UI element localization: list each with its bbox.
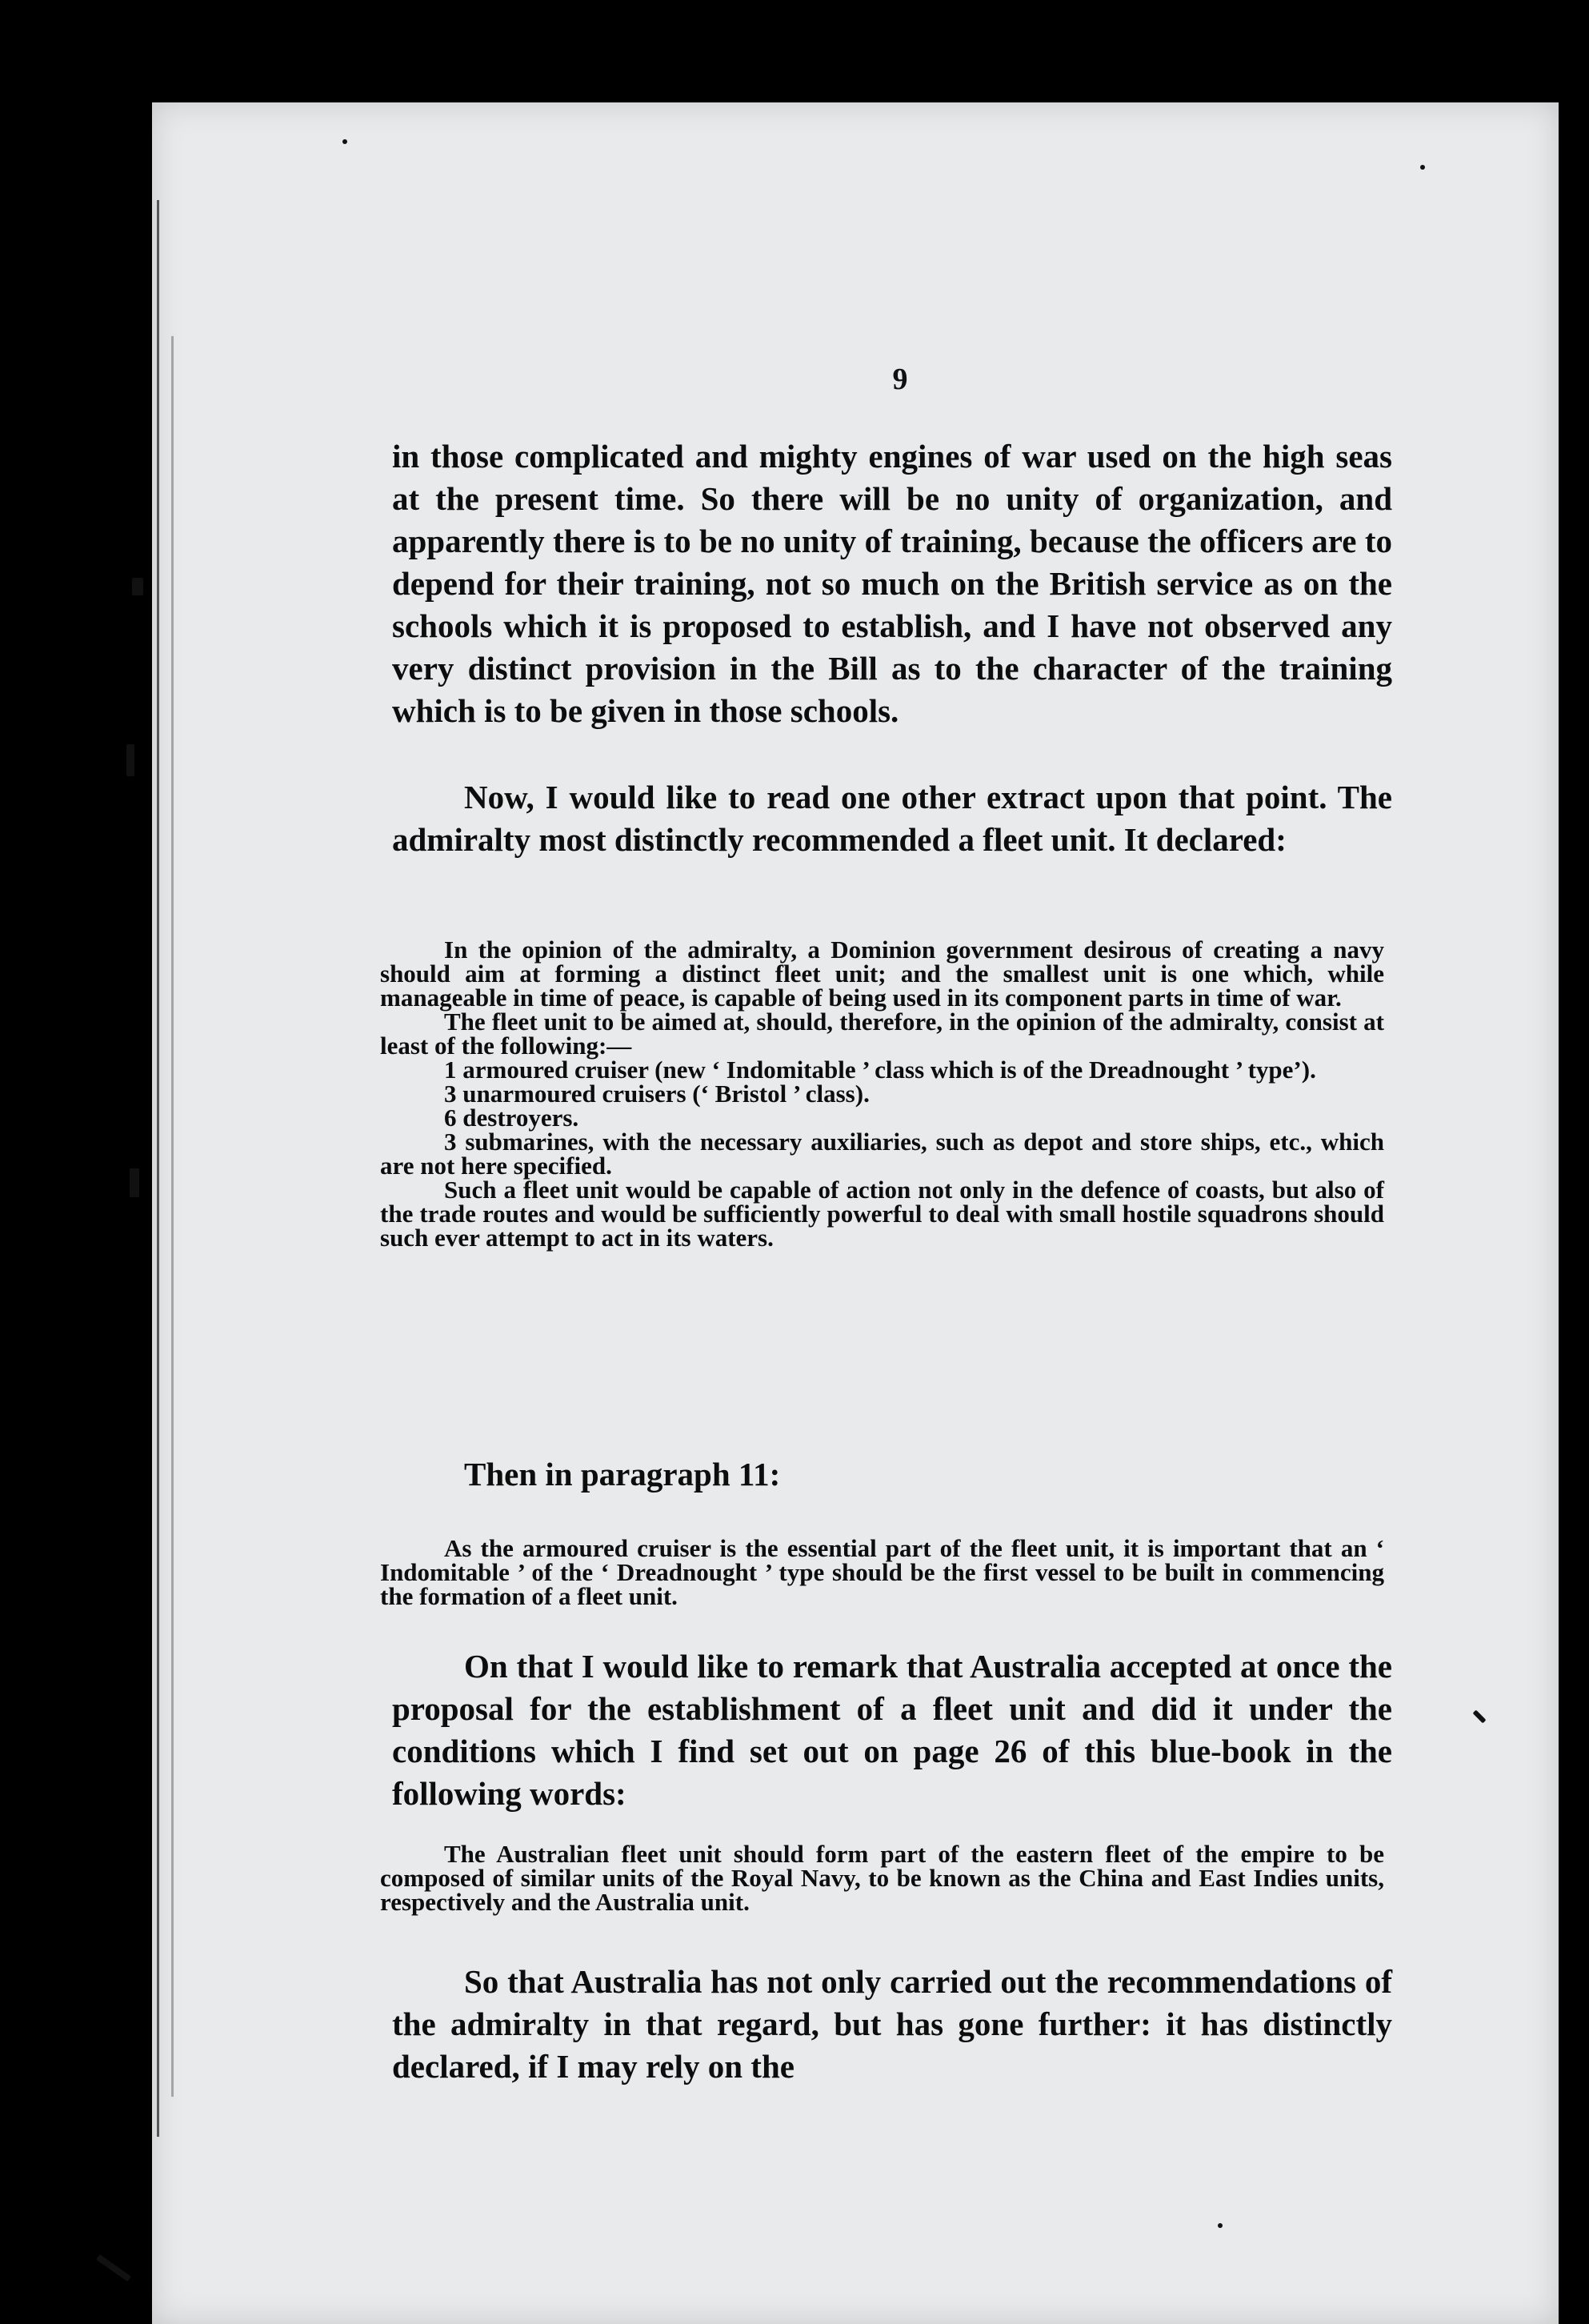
paragraph-text: Now, I would like to read one other extract upon that point. The admiralty most distinctly recommended a fleet unit. It declared: — [392, 779, 1392, 858]
body-paragraph — [392, 776, 1392, 861]
body-paragraph — [392, 435, 1392, 732]
body-paragraph — [392, 1645, 1392, 1815]
quote-paragraph: Such a fleet unit would be capable of action not only in the defence of coasts, but also of the trade routes and would be sufficiently powerful to deal with small hostile squadrons should such ever attempt to act in its waters. — [380, 1176, 1384, 1252]
quote-paragraph: 3 submarines, with the necessary auxiliaries, such as depot and store ships, etc., which are not here specified. — [380, 1128, 1384, 1180]
binding-edge-line — [171, 336, 174, 2097]
binding-edge-line — [157, 200, 159, 2137]
page-number: 9 — [892, 363, 908, 396]
block-quote — [380, 1842, 1384, 1914]
speck — [1218, 2223, 1223, 2228]
paragraph-text: in those complicated and mighty engines of war used on the high seas at the present time. So there will be no unity of organization, and apparently there is to be no unity of training, because the officers are to depend for their training, not so much on the British service as on the schools which it is proposed to establish, and I have not observed any very distinct provision in the Bill as to the character of the training which is to be given in those schools. — [392, 438, 1392, 729]
quote-paragraph: 3 unarmoured cruisers (‘ Bristol ’ class). — [444, 1080, 870, 1108]
binding-mark — [96, 2254, 131, 2282]
binding-mark — [130, 1168, 139, 1197]
binding-mark — [132, 578, 143, 595]
quote-paragraph: 6 destroyers. — [444, 1104, 579, 1132]
paragraph-text: Then in paragraph 11: — [464, 1456, 781, 1493]
quote-paragraph: As the armoured cruiser is the essential part of the fleet unit, it is important that an ‘ Indomitable ’ of the ‘ Dreadnought ’ type should be the first vessel to be built in commencing the formation of a fleet unit. — [380, 1534, 1384, 1610]
quote-paragraph: The fleet unit to be aimed at, should, therefore, in the opinion of the admiralty, consist at least of the following:— — [380, 1008, 1384, 1060]
quote-paragraph: The Australian fleet unit should form part of the eastern fleet of the empire to be composed of similar units of the Royal Navy, to be known as the China and East Indies units, respectively and the Australia unit. — [380, 1840, 1384, 1916]
speck — [1420, 165, 1425, 170]
body-paragraph — [392, 1961, 1392, 2088]
quote-paragraph: 1 armoured cruiser (new ‘ Indomitable ’ class which is of the Dreadnought ’ type’). — [444, 1056, 1316, 1084]
block-quote — [380, 938, 1384, 1250]
quote-paragraph: In the opinion of the admiralty, a Dominion government desirous of creating a navy should aim at forming a distinct fleet unit; and the smallest unit is one which, while manageable in time of peace, is capable of being used in its component parts in time of war. — [380, 936, 1384, 1012]
paragraph-text: So that Australia has not only carried out the recommendations of the admiralty in that regard, but has gone further: it has distinctly declared, if I may rely on the — [392, 1963, 1392, 2085]
speck — [342, 139, 347, 144]
paragraph-text: On that I would like to remark that Australia accepted at once the proposal for the establishment of a fleet unit and did it under the conditions which I find set out on page 26 of this blue-book in the following words: — [392, 1648, 1392, 1812]
block-quote — [380, 1534, 1384, 1610]
binding-mark — [126, 744, 134, 776]
body-paragraph — [392, 1453, 1392, 1496]
